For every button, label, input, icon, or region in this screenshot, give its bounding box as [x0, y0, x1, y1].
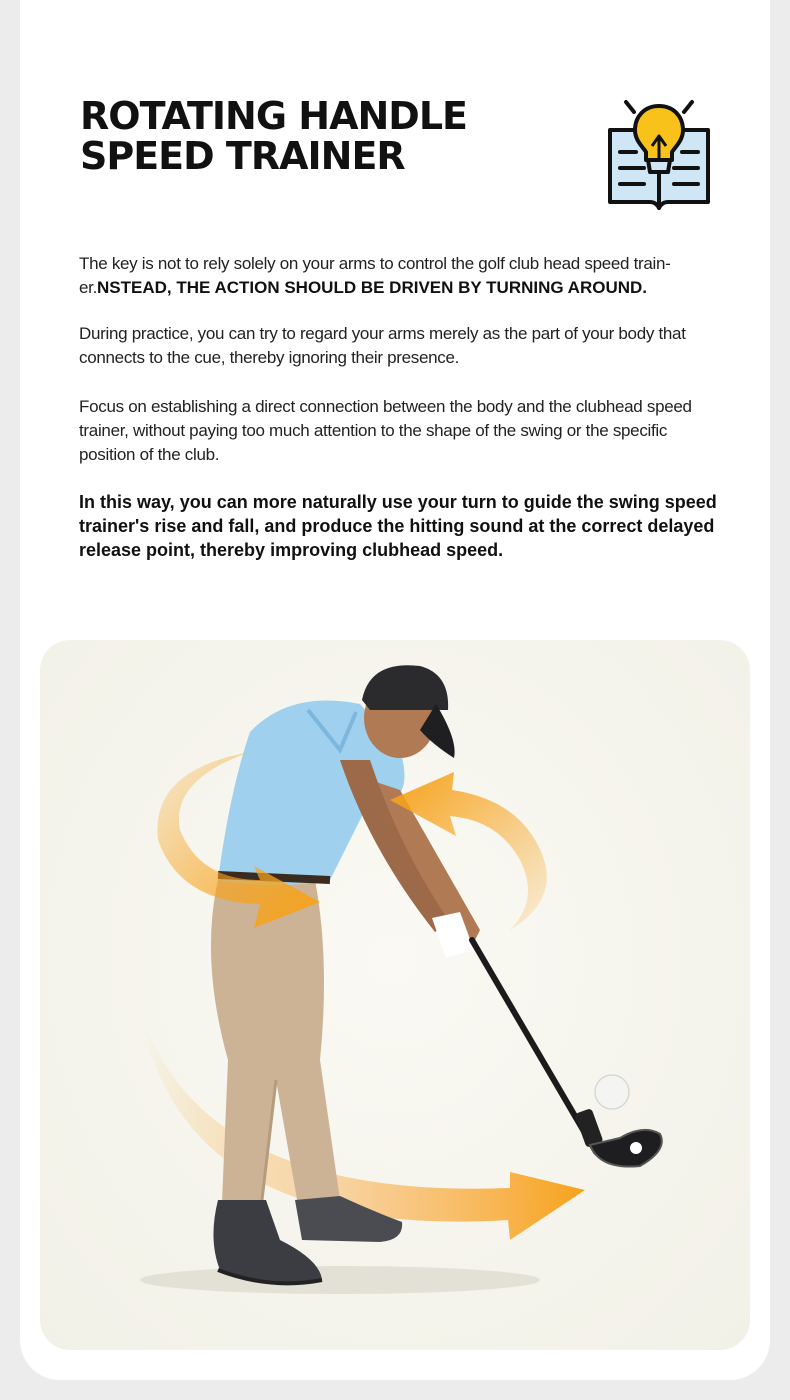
product-card — [20, 0, 770, 1380]
intro-text: The key is not to rely solely on your arms to control the golf club head speed train-er. — [79, 254, 671, 297]
title-line-1: ROTATING HANDLE — [80, 94, 468, 138]
practice-paragraph: During practice, you can try to regard your arms merely as the part of your body that connects to the cue, thereby ignoring their presence. — [79, 324, 686, 367]
golfer-illustration — [40, 640, 750, 1350]
ground-shadow — [140, 1266, 540, 1294]
bottom-rotation-arrow-icon — [140, 1010, 585, 1240]
focus-paragraph: Focus on establishing a direct connection between the body and the clubhead speed trainer, without paying too much attention to the shape of the swing or the specific position of the club. — [79, 397, 692, 464]
intro-paragraph — [79, 252, 719, 300]
golf-ball — [595, 1075, 629, 1109]
golfer-head — [362, 665, 455, 758]
golfer-photo — [40, 640, 750, 1350]
lightbulb-book-icon — [604, 96, 714, 214]
title-line-2: SPEED TRAINER — [80, 134, 405, 178]
golfer-arms — [340, 760, 480, 958]
club-logo-icon — [630, 1142, 642, 1154]
summary-paragraph: In this way, you can more naturally use your turn to guide the swing speed trainer's rise and fall, and produce the hitting sound at the correct delayed release point, thereby improving clubhead speed. — [79, 492, 717, 560]
golfer-legs — [211, 880, 402, 1283]
golf-club — [472, 940, 662, 1167]
intro-emphasis: NSTEAD, THE ACTION SHOULD BE DRIVEN BY TURNING AROUND. — [97, 278, 648, 297]
page-title — [80, 96, 560, 176]
